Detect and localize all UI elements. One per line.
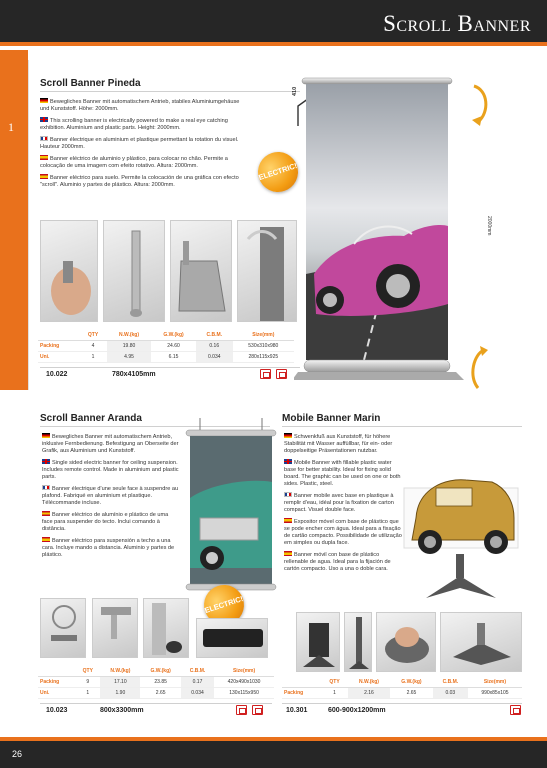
table-row: Packing 1 2.16 2.65 0.03 990x85x105: [282, 688, 522, 699]
table-header: Size(mm): [233, 330, 294, 341]
pineda-product-dims: 780x4105mm: [112, 371, 156, 378]
height-label: 2000mm: [486, 216, 492, 236]
aranda-title: Scroll Banner Aranda: [40, 413, 142, 424]
pineda-detail-photo-2: [103, 220, 165, 322]
aranda-detail-photo-1: [40, 598, 86, 658]
description-en: This scrolling banner is electrically powered to make a real eye catching exhibition. Aluminium and plastic parts. Height: 2000mm.: [40, 118, 228, 131]
marin-description: [284, 433, 402, 577]
table-header: [38, 330, 79, 341]
description-pt: Expositor móvel com base de plástico que se pode encher com água. Ideal para a fixação de cartão compacto. Possibilidade de utilização em simples ou dupla face.: [284, 519, 402, 546]
description-en: Single sided electric banner for ceiling suspension. Includes remote control. Made in aluminium and plastic parts.: [42, 460, 179, 480]
table-row: Packing 9 17.10 23.85 0.17 420x490x1030: [38, 677, 274, 688]
spanish-flag-icon: [284, 518, 292, 523]
table-header: N.W.(kg): [107, 330, 151, 341]
divider: [282, 703, 522, 704]
description-de: Schwenkfuß aus Kunststoff, für höhere Stabilität mit Wasser auffüllbar, für ein- oder doppelseitige Präsentationen nutzbar.: [284, 434, 393, 454]
pineda-banner-image: [294, 74, 474, 390]
table-header: N.W.(kg): [348, 677, 390, 688]
aranda-detail-photo-4: [196, 618, 268, 658]
table-row: Packing 4 19.80 24.60 0.16 530x310x980: [38, 341, 294, 352]
german-flag-icon: [284, 433, 292, 438]
description-es: Banner eléctrico para suelo. Permite la colocación de una gráfica con efecto "scroll". Aluminio y partes de plástico. Altura: 2000mm.: [40, 175, 239, 188]
pineda-description: [40, 98, 245, 193]
description-de: Bewegliches Banner mit automatischem Antrieb, stabiles Aluminiumgehäuse und Kunststoff. Höhe: 2000mm.: [40, 99, 240, 112]
table-header: G.W.(kg): [390, 677, 433, 688]
table-header: Size(mm): [468, 677, 522, 688]
table-header: C.B.M.: [196, 330, 233, 341]
french-flag-icon: [284, 492, 292, 497]
page-footer: [0, 737, 547, 768]
marin-title: Mobile Banner Marin: [282, 413, 381, 424]
manual-icon: [252, 705, 263, 715]
german-flag-icon: [42, 433, 50, 438]
description-de: Bewegliches Banner mit automatischem Antrieb, inklusive Fernbedienung. Befestigung an Oberseite der Grafik, aus Aluminium und Kunststoff.: [42, 434, 179, 454]
table-header: G.W.(kg): [140, 666, 181, 677]
depth-label: 410: [292, 86, 298, 96]
divider: [282, 426, 522, 427]
marin-detail-photo-2: [344, 612, 372, 672]
description-es: Banner móvil con base de plástico rellenable de agua. Ideal para la fijación de cartón compacto. Uso a una o doble cara.: [284, 552, 391, 572]
description-pt: Banner eléctrico de aluminio y plástico, para colocar no chão. Permite a colocação de uma imagem com efeito rotativo. Altura: 2000mm.: [40, 156, 228, 169]
manual-icon: [276, 369, 287, 379]
marin-detail-photo-3: [376, 612, 436, 672]
uk-flag-icon: [40, 117, 48, 122]
aranda-banner-image: [180, 418, 280, 596]
table-header: Size(mm): [214, 666, 274, 677]
pineda-spec-table: [38, 330, 294, 363]
spanish-flag-icon: [284, 551, 292, 556]
aranda-description: [42, 433, 180, 563]
marin-detail-photo-4: [440, 612, 522, 672]
pineda-detail-photo-3: [170, 220, 232, 322]
divider: [28, 60, 29, 390]
pineda-detail-photo-4: [237, 220, 297, 322]
package-icon: [260, 369, 271, 379]
pineda-product-code: 10.022: [46, 371, 68, 378]
table-header: C.B.M.: [181, 666, 214, 677]
description-es: Banner eléctrico para suspensión a techo a una cara. Incluye mando a distancia. Aluminio y partes de plástico.: [42, 538, 175, 558]
spanish-flag-icon: [42, 537, 50, 542]
page-title: Scroll Banner: [383, 11, 531, 36]
page-number: 26: [12, 749, 23, 759]
marin-banner-image: [396, 448, 526, 608]
description-pt: Banner eléctrico de alumínio e plástico de uma face para suspender do tecto. Inclui comando à distância.: [42, 512, 169, 532]
marin-spec-table: [282, 677, 522, 699]
rotate-arrow-bottom-icon: [470, 344, 492, 392]
aranda-detail-photo-3: [143, 598, 189, 658]
package-icon: [510, 705, 521, 715]
table-header: G.W.(kg): [151, 330, 196, 341]
aranda-detail-photo-2: [92, 598, 138, 658]
divider: [40, 367, 300, 368]
description-fr: Banner électrique en aluminium et plastique permettant la rotation du visuel. Hauteur 2000mm.: [40, 137, 239, 150]
divider: [40, 91, 300, 92]
spanish-flag-icon: [40, 155, 48, 160]
table-header: [38, 666, 75, 677]
french-flag-icon: [42, 485, 50, 490]
table-header: C.B.M.: [433, 677, 468, 688]
electric-badge: ELECTRIC!: [253, 147, 303, 197]
table-header: QTY: [75, 666, 100, 677]
aranda-product-dims: 800x3300mm: [100, 707, 144, 714]
table-row: Uni. 1 1.90 2.65 0.034 130x115x950: [38, 688, 274, 699]
spanish-flag-icon: [40, 174, 48, 179]
chapter-number: 1: [8, 120, 14, 134]
pineda-title: Scroll Banner Pineda: [40, 78, 141, 89]
table-header: QTY: [79, 330, 107, 341]
description-fr: Banner mobile avec base en plastique à remplir d'eau, idéal pour la fixation de carton compact. Visuel double face.: [284, 493, 394, 513]
uk-flag-icon: [42, 459, 50, 464]
description-fr: Banner électrique d'une seule face à suspendre au plafond. Fabriqué en aluminium et plastique. Télécommande incluse.: [42, 486, 179, 506]
description-en: Mobile Banner with fillable plastic water base for better stability. Ideal for fixing solid board. The graphic can be used on one or both sides. Plastic, steel.: [284, 460, 401, 487]
marin-detail-photo-1: [296, 612, 340, 672]
german-flag-icon: [40, 98, 48, 103]
spanish-flag-icon: [42, 511, 50, 516]
table-header: [282, 677, 321, 688]
uk-flag-icon: [284, 459, 292, 464]
marin-product-dims: 600-900x1200mm: [328, 707, 386, 714]
divider: [40, 703, 272, 704]
rotate-arrow-top-icon: [470, 80, 492, 130]
table-row: Uni. 1 4.95 6.15 0.034 280x115x925: [38, 352, 294, 363]
pineda-detail-photo-1: [40, 220, 98, 322]
french-flag-icon: [40, 136, 48, 141]
chapter-tab: [0, 50, 28, 390]
package-icon: [236, 705, 247, 715]
table-header: N.W.(kg): [100, 666, 140, 677]
aranda-product-code: 10.023: [46, 707, 68, 714]
table-header: QTY: [321, 677, 347, 688]
page-header: [0, 0, 547, 46]
aranda-spec-table: [38, 666, 274, 699]
electric-badge: ELECTRIC!: [199, 580, 249, 630]
marin-product-code: 10.301: [286, 707, 308, 714]
